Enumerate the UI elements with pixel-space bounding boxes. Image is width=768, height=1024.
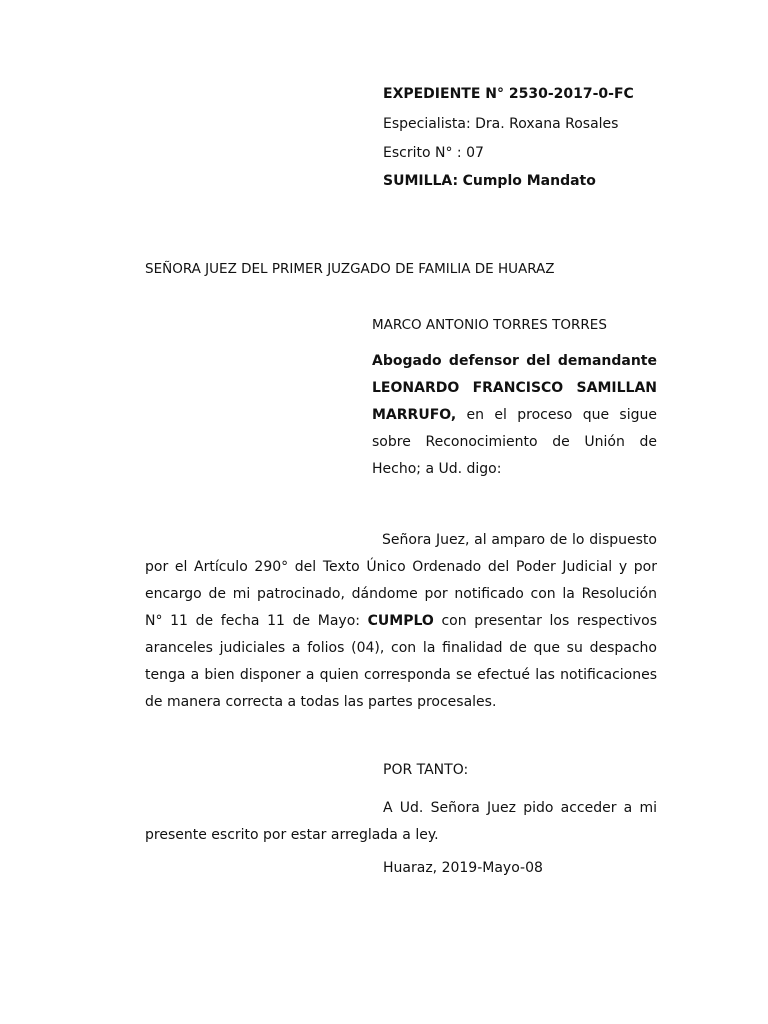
escrito-number: Escrito N° : 07 bbox=[383, 145, 484, 161]
body-part1: Señora Juez, al amparo de lo dispuesto por el Artículo 290° del Texto Único Ordenado del Poder Judicial y por encargo de mi patrocinado, dándome por notificado con la Resolución N° 11 de fecha 11 de Mayo: bbox=[145, 532, 657, 629]
expediente-number: EXPEDIENTE N° 2530-2017-0-FC bbox=[383, 86, 634, 102]
intro-paragraph bbox=[372, 348, 657, 483]
cumplo-keyword: CUMPLO bbox=[367, 613, 434, 629]
place-date: Huaraz, 2019-Mayo-08 bbox=[383, 860, 543, 876]
sumilla-label: SUMILLA: bbox=[383, 173, 459, 189]
sumilla-line bbox=[383, 173, 596, 189]
body-paragraph bbox=[145, 527, 657, 716]
lawyer-name: MARCO ANTONIO TORRES TORRES bbox=[372, 317, 607, 333]
intro-rest: en el proceso que sigue sobre Reconocimiento de Unión de Hecho; a Ud. digo: bbox=[372, 407, 657, 477]
especialista-line: Especialista: Dra. Roxana Rosales bbox=[383, 116, 619, 132]
sumilla-text: Cumplo Mandato bbox=[462, 173, 596, 189]
addressee-heading: SEÑORA JUEZ DEL PRIMER JUZGADO DE FAMILIA DE HUARAZ bbox=[145, 261, 555, 277]
body-part2: con presentar los respectivos aranceles judiciales a folios (04), con la finalidad de que su despacho tenga a bien disponer a quien corresponda se efectué las notificaciones de manera correcta a todas las partes procesales. bbox=[145, 613, 657, 710]
lawyer-role: Abogado defensor del demandante LEONARDO FRANCISCO SAMILLAN MARRUFO, bbox=[372, 353, 657, 423]
por-tanto: POR TANTO: bbox=[383, 762, 469, 778]
petition-paragraph: A Ud. Señora Juez pido acceder a mi presente escrito por estar arreglada a ley. bbox=[145, 800, 657, 843]
